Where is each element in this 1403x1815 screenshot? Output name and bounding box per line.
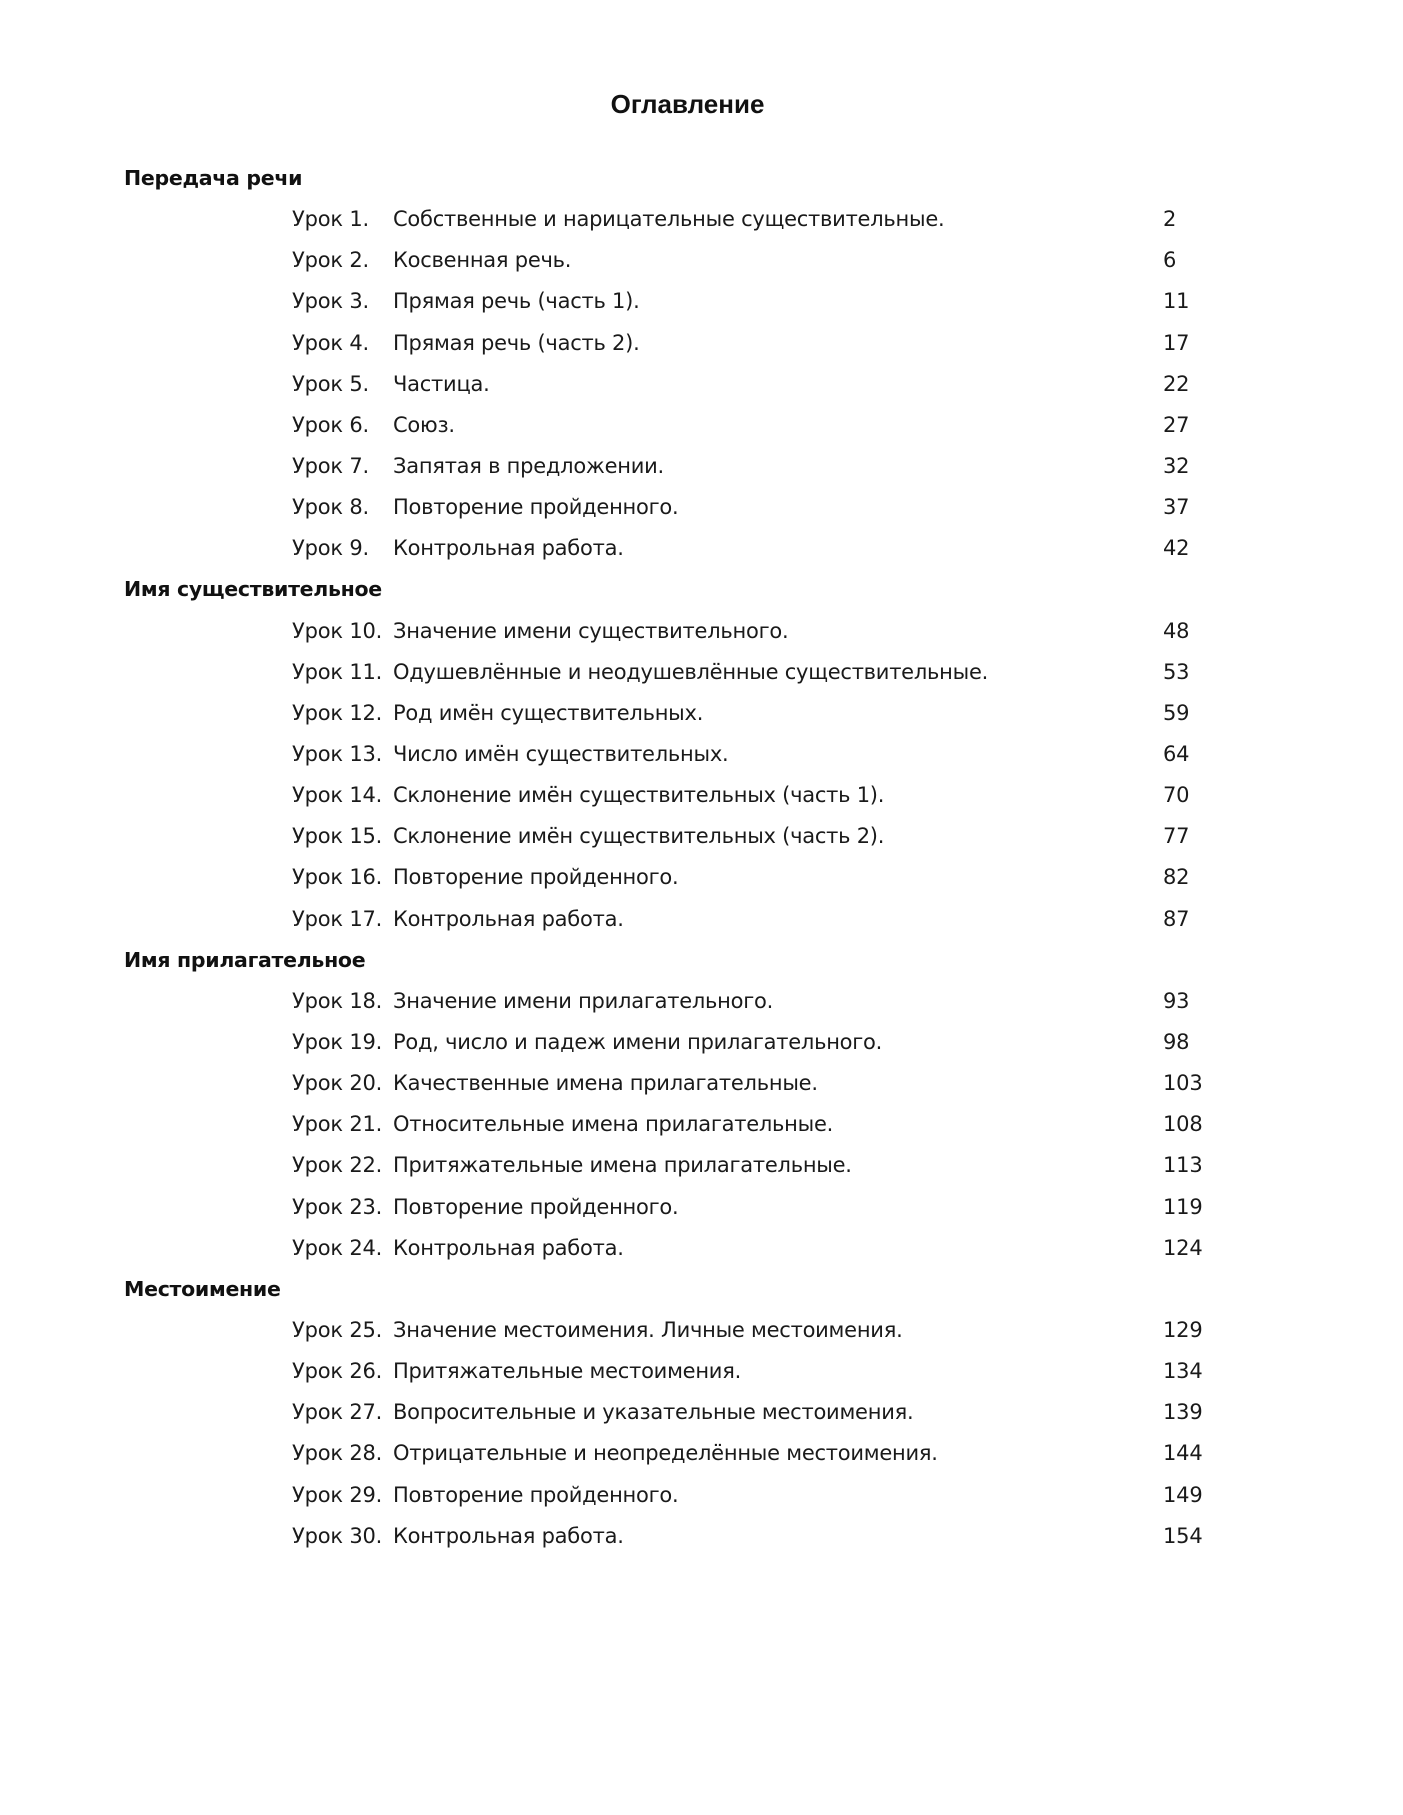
table-of-contents [0,158,1403,1557]
toc-entry[interactable] [0,693,1403,734]
toc-entry[interactable] [0,1104,1403,1145]
section-heading: Имя прилагательное [124,947,366,972]
lesson-title: Одушевлённые и неодушевлённые существительные. [393,659,989,684]
section-heading-row [0,569,1403,610]
lesson-title: Значение имени существительного. [393,618,789,643]
lesson-label: Урок 10. [292,618,383,643]
section-heading: Передача речи [124,166,303,190]
lesson-title: Контрольная работа. [393,906,624,931]
lesson-label: Урок 23. [292,1194,383,1219]
lesson-title: Прямая речь (часть 1). [393,289,640,314]
lesson-label: Урок 28. [292,1441,383,1466]
page-number: 48 [1163,618,1190,643]
page-number: 154 [1163,1523,1203,1548]
lesson-label: Урок 11. [292,659,383,684]
lesson-label: Урок 18. [292,988,383,1013]
page-number: 113 [1163,1153,1203,1178]
lesson-title: Косвенная речь. [393,248,572,273]
toc-entry[interactable] [0,652,1403,693]
toc-entry[interactable] [0,1351,1403,1392]
lesson-title: Прямая речь (часть 2). [393,330,640,355]
page-number: 6 [1163,248,1177,273]
page-number: 144 [1163,1441,1203,1466]
lesson-label: Урок 24. [292,1235,383,1260]
page-number: 134 [1163,1359,1203,1384]
lesson-title: Число имён существительных. [393,741,729,766]
toc-entry[interactable] [0,487,1403,528]
lesson-label: Урок 13. [292,741,383,766]
toc-entry[interactable] [0,446,1403,487]
page-number: 82 [1163,865,1190,890]
toc-entry[interactable] [0,611,1403,652]
lesson-label: Урок 17. [292,906,383,931]
toc-entry[interactable] [0,1392,1403,1433]
page-number: 27 [1163,412,1190,437]
lesson-title: Повторение пройденного. [393,495,679,520]
lesson-title: Контрольная работа. [393,1523,624,1548]
toc-entry[interactable] [0,1516,1403,1557]
page-number: 37 [1163,495,1190,520]
page-number: 53 [1163,659,1190,684]
page-number: 98 [1163,1029,1190,1054]
lesson-title: Повторение пройденного. [393,1194,679,1219]
lesson-label: Урок 26. [292,1359,383,1384]
page-number: 119 [1163,1194,1203,1219]
page-number: 2 [1163,207,1177,232]
lesson-label: Урок 20. [292,1071,383,1096]
lesson-title: Отрицательные и неопределённые местоимения. [393,1441,938,1466]
lesson-title: Повторение пройденного. [393,1482,679,1507]
page-number: 64 [1163,741,1190,766]
lesson-title: Относительные имена прилагательные. [393,1112,834,1137]
lesson-title: Притяжательные имена прилагательные. [393,1153,852,1178]
page-number: 22 [1163,371,1190,396]
toc-entry[interactable] [0,1022,1403,1063]
page-number: 139 [1163,1400,1203,1425]
lesson-label: Урок 19. [292,1029,383,1054]
lesson-title: Повторение пройденного. [393,865,679,890]
toc-entry[interactable] [0,199,1403,240]
lesson-label: Урок 29. [292,1482,383,1507]
lesson-title: Качественные имена прилагательные. [393,1071,818,1096]
toc-entry[interactable] [0,405,1403,446]
lesson-title: Род имён существительных. [393,700,704,725]
lesson-label: Урок 3. [292,289,369,314]
lesson-title: Склонение имён существительных (часть 1). [393,783,885,808]
page-number: 17 [1163,330,1190,355]
page-number: 108 [1163,1112,1203,1137]
lesson-title: Склонение имён существительных (часть 2). [393,824,885,849]
page-number: 59 [1163,700,1190,725]
lesson-title: Частица. [393,371,490,396]
toc-entry[interactable] [0,1228,1403,1269]
lesson-label: Урок 16. [292,865,383,890]
toc-entry[interactable] [0,1187,1403,1228]
section-heading: Имя существительное [124,577,382,602]
lesson-label: Урок 15. [292,824,383,849]
page-number: 124 [1163,1235,1203,1260]
lesson-label: Урок 12. [292,700,383,725]
toc-entry[interactable] [0,323,1403,364]
toc-entry[interactable] [0,816,1403,857]
page-number: 77 [1163,824,1190,849]
section-heading-row [0,158,1403,199]
page-number: 93 [1163,988,1190,1013]
toc-entry[interactable] [0,857,1403,898]
toc-entry[interactable] [0,1433,1403,1474]
lesson-title: Союз. [393,412,455,437]
lesson-label: Урок 6. [292,412,369,437]
section-heading-row [0,940,1403,981]
lesson-title: Род, число и падеж имени прилагательного. [393,1029,883,1054]
lesson-label: Урок 5. [292,371,369,396]
page-number: 129 [1163,1317,1203,1342]
toc-entry[interactable] [0,1063,1403,1104]
lesson-label: Урок 30. [292,1523,383,1548]
lesson-label: Урок 22. [292,1153,383,1178]
toc-entry[interactable] [0,1310,1403,1351]
page-number: 87 [1163,906,1190,931]
lesson-title: Значение местоимения. Личные местоимения. [393,1317,903,1342]
lesson-title: Собственные и нарицательные существительные. [393,207,945,232]
lesson-label: Урок 1. [292,207,369,232]
toc-entry[interactable] [0,981,1403,1022]
section-heading: Местоимение [124,1276,281,1301]
lesson-title: Значение имени прилагательного. [393,988,774,1013]
lesson-label: Урок 8. [292,495,369,520]
toc-entry[interactable] [0,281,1403,322]
toc-entry[interactable] [0,240,1403,281]
lesson-label: Урок 4. [292,330,369,355]
lesson-label: Урок 14. [292,783,383,808]
section-heading-row [0,1269,1403,1310]
lesson-title: Контрольная работа. [393,536,624,561]
lesson-label: Урок 9. [292,536,369,561]
toc-entry[interactable] [0,1475,1403,1516]
lesson-label: Урок 27. [292,1400,383,1425]
toc-entry[interactable] [0,899,1403,940]
page-number: 42 [1163,536,1190,561]
page-number: 11 [1163,289,1190,314]
lesson-title: Притяжательные местоимения. [393,1359,742,1384]
page-number: 103 [1163,1071,1203,1096]
page-number: 70 [1163,783,1190,808]
lesson-label: Урок 25. [292,1317,383,1342]
toc-entry[interactable] [0,775,1403,816]
toc-entry[interactable] [0,734,1403,775]
page-number: 32 [1163,453,1190,478]
lesson-title: Вопросительные и указательные местоимения. [393,1400,914,1425]
lesson-title: Запятая в предложении. [393,453,664,478]
lesson-label: Урок 7. [292,453,369,478]
toc-entry[interactable] [0,528,1403,569]
toc-entry[interactable] [0,364,1403,405]
lesson-title: Контрольная работа. [393,1235,624,1260]
lesson-label: Урок 2. [292,248,369,273]
toc-entry[interactable] [0,1145,1403,1186]
lesson-label: Урок 21. [292,1112,383,1137]
page-number: 149 [1163,1482,1203,1507]
page-title: Оглавление [610,89,765,119]
